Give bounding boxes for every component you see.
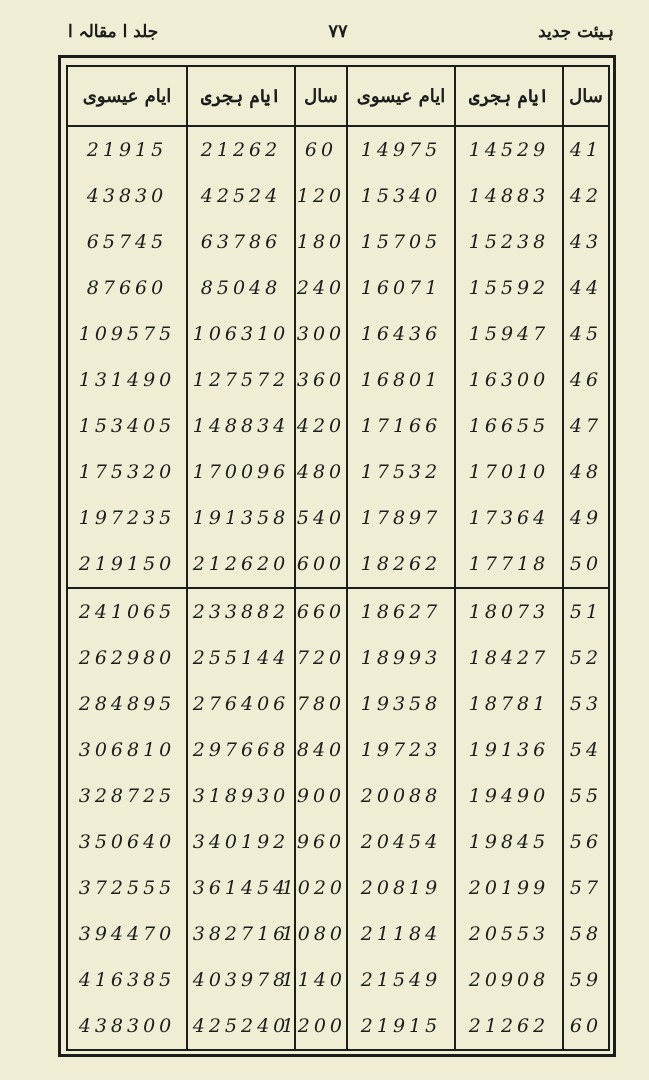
cell-isawi-b: 262980 (67, 635, 187, 681)
cell-isawi-b: 219150 (67, 541, 187, 588)
cell-year-a: 49 (563, 495, 609, 541)
cell-isawi-b: 175320 (67, 449, 187, 495)
cell-hijri-a: 15947 (455, 311, 563, 357)
cell-hijri-b: 297668 (187, 727, 295, 773)
cell-hijri-a: 20553 (455, 911, 563, 957)
cell-hijri-a: 18073 (455, 588, 563, 635)
cell-hijri-b: 212620 (187, 541, 295, 588)
cell-hijri-b: 340192 (187, 819, 295, 865)
table-container (66, 65, 608, 1049)
cell-hijri-a: 18781 (455, 681, 563, 727)
page-number: ٧٧ (328, 21, 348, 42)
cell-year-a: 55 (563, 773, 609, 819)
cell-isawi-b: 416385 (67, 957, 187, 1003)
cell-year-b: 420 (295, 403, 347, 449)
cell-hijri-a: 17010 (455, 449, 563, 495)
cell-year-a: 59 (563, 957, 609, 1003)
cell-year-a: 48 (563, 449, 609, 495)
cell-isawi-a: 14975 (347, 126, 455, 173)
cell-year-b: 960 (295, 819, 347, 865)
cell-year-a: 54 (563, 727, 609, 773)
cell-isawi-a: 20088 (347, 773, 455, 819)
cell-hijri-b: 382716 (187, 911, 295, 957)
cell-hijri-a: 14529 (455, 126, 563, 173)
cell-hijri-a: 21262 (455, 1003, 563, 1050)
table-row (67, 403, 609, 449)
cell-isawi-a: 18627 (347, 588, 455, 635)
cell-hijri-a: 17364 (455, 495, 563, 541)
table-row (67, 727, 609, 773)
cell-isawi-a: 15340 (347, 173, 455, 219)
cell-year-a: 50 (563, 541, 609, 588)
cell-isawi-b: 241065 (67, 588, 187, 635)
cell-year-b: 720 (295, 635, 347, 681)
cell-year-a: 58 (563, 911, 609, 957)
cell-isawi-a: 21549 (347, 957, 455, 1003)
cell-isawi-b: 131490 (67, 357, 187, 403)
cell-year-a: 51 (563, 588, 609, 635)
cell-isawi-a: 20454 (347, 819, 455, 865)
cell-isawi-b: 306810 (67, 727, 187, 773)
volume-label: جلد ا مقالہ ا (68, 22, 159, 42)
table-row (67, 541, 609, 588)
cell-year-a: 45 (563, 311, 609, 357)
cell-year-a: 41 (563, 126, 609, 173)
cell-isawi-b: 284895 (67, 681, 187, 727)
cell-hijri-a: 20199 (455, 865, 563, 911)
header-hijri-a: ایام ہجری (455, 66, 563, 126)
cell-hijri-b: 255144 (187, 635, 295, 681)
cell-isawi-b: 21915 (67, 126, 187, 173)
table-row (67, 495, 609, 541)
cell-year-a: 44 (563, 265, 609, 311)
cell-isawi-b: 109575 (67, 311, 187, 357)
cell-hijri-b: 148834 (187, 403, 295, 449)
cell-hijri-b: 318930 (187, 773, 295, 819)
cell-year-a: 42 (563, 173, 609, 219)
table-row (67, 357, 609, 403)
cell-year-b: 660 (295, 588, 347, 635)
cell-isawi-a: 19723 (347, 727, 455, 773)
table-row (67, 911, 609, 957)
cell-hijri-b: 276406 (187, 681, 295, 727)
cell-year-b: 300 (295, 311, 347, 357)
cell-year-b: 600 (295, 541, 347, 588)
cell-isawi-b: 153405 (67, 403, 187, 449)
cell-year-a: 53 (563, 681, 609, 727)
cell-year-b: 180 (295, 219, 347, 265)
cell-isawi-a: 17897 (347, 495, 455, 541)
cell-isawi-a: 21184 (347, 911, 455, 957)
table-row (67, 773, 609, 819)
table-row (67, 311, 609, 357)
cell-hijri-b: 425240 (187, 1003, 295, 1050)
cell-hijri-a: 18427 (455, 635, 563, 681)
cell-year-b: 360 (295, 357, 347, 403)
table-row (67, 865, 609, 911)
cell-year-b: 120 (295, 173, 347, 219)
cell-isawi-a: 21915 (347, 1003, 455, 1050)
cell-isawi-a: 17166 (347, 403, 455, 449)
cell-year-a: 52 (563, 635, 609, 681)
table-row (67, 219, 609, 265)
header-hijri-b: ایام ہجری (187, 66, 295, 126)
cell-year-b: 1020 (295, 865, 347, 911)
cell-hijri-b: 403978 (187, 957, 295, 1003)
table-row (67, 449, 609, 495)
cell-hijri-a: 15592 (455, 265, 563, 311)
cell-hijri-a: 16300 (455, 357, 563, 403)
cell-year-b: 780 (295, 681, 347, 727)
cell-year-b: 1200 (295, 1003, 347, 1050)
cell-hijri-b: 106310 (187, 311, 295, 357)
table-row (67, 173, 609, 219)
cell-year-a: 43 (563, 219, 609, 265)
cell-isawi-b: 87660 (67, 265, 187, 311)
cell-year-b: 60 (295, 126, 347, 173)
cell-hijri-a: 17718 (455, 541, 563, 588)
cell-hijri-b: 85048 (187, 265, 295, 311)
book-title: ہیئت جدید (538, 22, 614, 42)
cell-year-b: 900 (295, 773, 347, 819)
cell-isawi-b: 372555 (67, 865, 187, 911)
cell-hijri-a: 15238 (455, 219, 563, 265)
header-isawi-b: ایام عیسوی (67, 66, 187, 126)
cell-year-a: 57 (563, 865, 609, 911)
cell-isawi-b: 197235 (67, 495, 187, 541)
cell-hijri-a: 19136 (455, 727, 563, 773)
cell-isawi-b: 43830 (67, 173, 187, 219)
cell-hijri-a: 19490 (455, 773, 563, 819)
cell-hijri-a: 16655 (455, 403, 563, 449)
cell-year-b: 480 (295, 449, 347, 495)
table-row (67, 819, 609, 865)
cell-isawi-b: 438300 (67, 1003, 187, 1050)
cell-isawi-b: 394470 (67, 911, 187, 957)
cell-year-a: 47 (563, 403, 609, 449)
cell-isawi-a: 16436 (347, 311, 455, 357)
table-row (67, 957, 609, 1003)
cell-hijri-a: 14883 (455, 173, 563, 219)
cell-hijri-b: 63786 (187, 219, 295, 265)
table-row (67, 681, 609, 727)
table-header-row (67, 66, 609, 126)
cell-hijri-b: 233882 (187, 588, 295, 635)
cell-hijri-b: 21262 (187, 126, 295, 173)
table-row (67, 635, 609, 681)
table-body (67, 126, 609, 1050)
cell-hijri-b: 127572 (187, 357, 295, 403)
page-header (58, 18, 618, 48)
table-row (67, 265, 609, 311)
cell-year-b: 1140 (295, 957, 347, 1003)
table-row (67, 588, 609, 635)
cell-isawi-a: 16071 (347, 265, 455, 311)
header-year-b: سال (295, 66, 347, 126)
header-year-a: سال (563, 66, 609, 126)
cell-year-b: 1080 (295, 911, 347, 957)
cell-isawi-a: 19358 (347, 681, 455, 727)
cell-hijri-b: 191358 (187, 495, 295, 541)
cell-isawi-b: 65745 (67, 219, 187, 265)
cell-year-a: 60 (563, 1003, 609, 1050)
cell-year-b: 840 (295, 727, 347, 773)
cell-hijri-a: 19845 (455, 819, 563, 865)
cell-isawi-a: 20819 (347, 865, 455, 911)
cell-isawi-b: 350640 (67, 819, 187, 865)
cell-isawi-a: 18262 (347, 541, 455, 588)
cell-year-a: 46 (563, 357, 609, 403)
cell-year-b: 540 (295, 495, 347, 541)
cell-year-a: 56 (563, 819, 609, 865)
table-row (67, 126, 609, 173)
table-row (67, 1003, 609, 1050)
cell-year-b: 240 (295, 265, 347, 311)
cell-isawi-a: 18993 (347, 635, 455, 681)
conversion-table (66, 65, 610, 1051)
cell-hijri-b: 42524 (187, 173, 295, 219)
cell-hijri-b: 361454 (187, 865, 295, 911)
cell-hijri-b: 170096 (187, 449, 295, 495)
header-isawi-a: ایام عیسوی (347, 66, 455, 126)
cell-isawi-a: 17532 (347, 449, 455, 495)
cell-isawi-a: 16801 (347, 357, 455, 403)
cell-hijri-a: 20908 (455, 957, 563, 1003)
cell-isawi-b: 328725 (67, 773, 187, 819)
cell-isawi-a: 15705 (347, 219, 455, 265)
